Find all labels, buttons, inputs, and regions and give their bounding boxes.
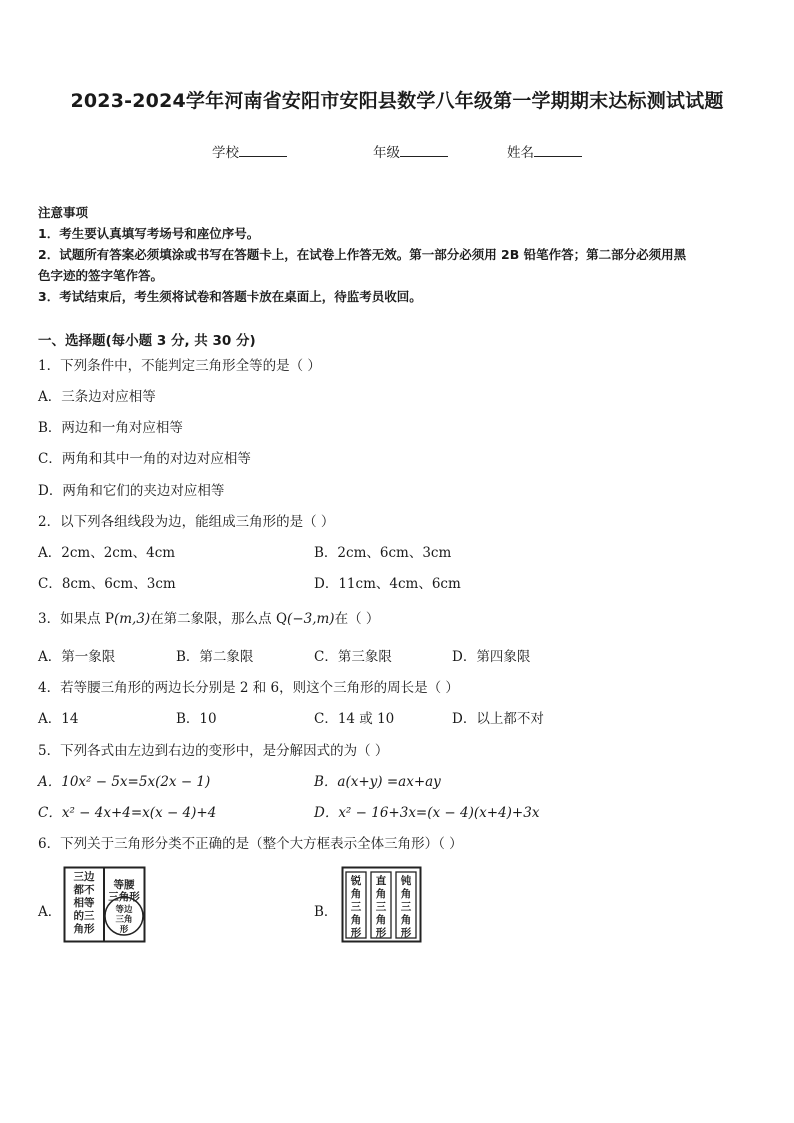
figb-col1-char-1: 锐 bbox=[350, 875, 362, 887]
q3-point-p: (m,3) bbox=[113, 611, 151, 627]
notice-item-2-cont: 色字迹的签字笔作答。 bbox=[38, 268, 164, 283]
q3-stem-mid: 在第二象限，那么点 Q bbox=[150, 611, 288, 627]
name-field[interactable] bbox=[507, 141, 582, 161]
figa-circle-text-1: 等边 bbox=[115, 905, 133, 915]
school-field[interactable] bbox=[212, 141, 287, 161]
q4-option-c[interactable]: C．14 或 10 bbox=[314, 711, 395, 727]
q6-option-a[interactable]: A． bbox=[38, 904, 62, 920]
question-5-stem: 5．下列各式由左边到右边的变形中，是分解因式的为（ ） bbox=[38, 743, 389, 759]
q2-option-a[interactable]: A．2cm、2cm、4cm bbox=[38, 545, 176, 561]
q5-option-a[interactable]: A．10x² − 5x=5x(2x − 1) bbox=[38, 774, 211, 790]
q2-option-b[interactable]: B．2cm、6cm、3cm bbox=[314, 545, 452, 561]
q5-option-d[interactable]: D．x² − 16+3x=(x − 4)(x+4)+3x bbox=[314, 805, 540, 821]
figb-col2-char-3: 三 bbox=[375, 901, 387, 913]
section-heading: 一、选择题(每小题 3 分, 共 30 分) bbox=[38, 333, 256, 349]
q4-option-d[interactable]: D．以上都不对 bbox=[452, 711, 544, 727]
q6-figure-b[interactable] bbox=[341, 866, 423, 948]
school-blank[interactable] bbox=[239, 144, 287, 157]
figb-col3-char-3: 三 bbox=[400, 901, 412, 913]
q3-option-c[interactable]: C．第三象限 bbox=[314, 649, 392, 665]
question-3-stem bbox=[38, 607, 379, 627]
notice-item-3: 3．考试结束后，考生须将试卷和答题卡放在桌面上，待监考员收回。 bbox=[38, 289, 422, 304]
grade-blank[interactable] bbox=[400, 144, 448, 157]
notice-item-1: 1．考生要认真填写考场号和座位序号。 bbox=[38, 226, 260, 241]
q5-option-c[interactable]: C．x² − 4x+4=x(x − 4)+4 bbox=[38, 805, 217, 821]
page-title: 2023-2024学年河南省安阳市安阳县数学八年级第一学期期末达标测试试题 bbox=[70, 90, 724, 112]
q2-option-d[interactable]: D．11cm、4cm、6cm bbox=[314, 576, 461, 592]
q1-option-d[interactable]: D．两角和它们的夹边对应相等 bbox=[38, 483, 225, 499]
figa-left-text-2: 都不 bbox=[73, 884, 95, 896]
figb-col1-char-5: 形 bbox=[350, 927, 362, 939]
figb-col2-char-4: 角 bbox=[375, 914, 387, 926]
q5-option-b[interactable]: B．a(x+y) =ax+ay bbox=[314, 774, 441, 790]
figb-col1-char-3: 三 bbox=[350, 901, 362, 913]
figa-left-text-5: 角形 bbox=[73, 923, 95, 935]
grade-label: 年级 bbox=[373, 145, 400, 161]
q4-option-a[interactable]: A．14 bbox=[38, 711, 79, 727]
figb-col3-char-4: 角 bbox=[400, 914, 412, 926]
figb-col1-char-2: 角 bbox=[350, 888, 362, 900]
question-1-stem: 1．下列条件中，不能判定三角形全等的是（ ） bbox=[38, 358, 321, 374]
q1-option-b[interactable]: B．两边和一角对应相等 bbox=[38, 420, 183, 436]
question-2-stem: 2．以下列各组线段为边，能组成三角形的是（ ） bbox=[38, 514, 335, 530]
q3-option-b[interactable]: B．第二象限 bbox=[176, 649, 254, 665]
school-label: 学校 bbox=[212, 145, 239, 161]
figa-circle-text-3: 形 bbox=[119, 925, 129, 935]
figb-col1-char-4: 角 bbox=[350, 914, 362, 926]
figb-col3-char-1: 钝 bbox=[400, 875, 412, 887]
figa-left-text-1: 三边 bbox=[73, 871, 95, 883]
q1-option-c[interactable]: C．两角和其中一角的对边对应相等 bbox=[38, 451, 251, 467]
name-blank[interactable] bbox=[534, 144, 582, 157]
figb-col2-char-5: 形 bbox=[375, 927, 387, 939]
q3-stem-post: 在（ ） bbox=[334, 611, 380, 627]
q3-option-a[interactable]: A．第一象限 bbox=[38, 649, 116, 665]
q3-stem-pre: 3．如果点 P bbox=[38, 611, 114, 627]
figb-col2-char-2: 角 bbox=[375, 888, 387, 900]
q3-point-q: (−3,m) bbox=[287, 611, 335, 627]
figa-circle-text-2: 三角 bbox=[115, 915, 133, 925]
q6-option-b[interactable]: B． bbox=[314, 904, 338, 920]
figa-right-text-1: 等腰 bbox=[113, 879, 135, 891]
q6-figure-a[interactable] bbox=[63, 866, 147, 948]
question-4-stem: 4．若等腰三角形的两边长分别是 2 和 6，则这个三角形的周长是（ ） bbox=[38, 680, 459, 696]
q3-option-d[interactable]: D．第四象限 bbox=[452, 649, 531, 665]
figa-right-text-2: 三角形 bbox=[108, 891, 140, 903]
name-label: 姓名 bbox=[507, 145, 534, 161]
notice-item-2: 2．试题所有答案必须填涂或书写在答题卡上，在试卷上作答无效。第一部分必须用 2B 铅笔作答；第二部分必须用黑 bbox=[38, 247, 687, 262]
figa-left-text-4: 的三 bbox=[73, 910, 95, 922]
question-6-stem: 6．下列关于三角形分类不正确的是（整个大方框表示全体三角形）（ ） bbox=[38, 836, 463, 852]
grade-field[interactable] bbox=[373, 141, 448, 161]
figb-col3-char-2: 角 bbox=[400, 888, 412, 900]
figa-left-text-3: 相等 bbox=[73, 897, 95, 909]
q4-option-b[interactable]: B．10 bbox=[176, 711, 217, 727]
figb-col3-char-5: 形 bbox=[400, 927, 412, 939]
q2-option-c[interactable]: C．8cm、6cm、3cm bbox=[38, 576, 176, 592]
notice-heading: 注意事项 bbox=[38, 205, 89, 220]
figb-col2-char-1: 直 bbox=[375, 875, 387, 887]
q1-option-a[interactable]: A．三条边对应相等 bbox=[38, 389, 156, 405]
